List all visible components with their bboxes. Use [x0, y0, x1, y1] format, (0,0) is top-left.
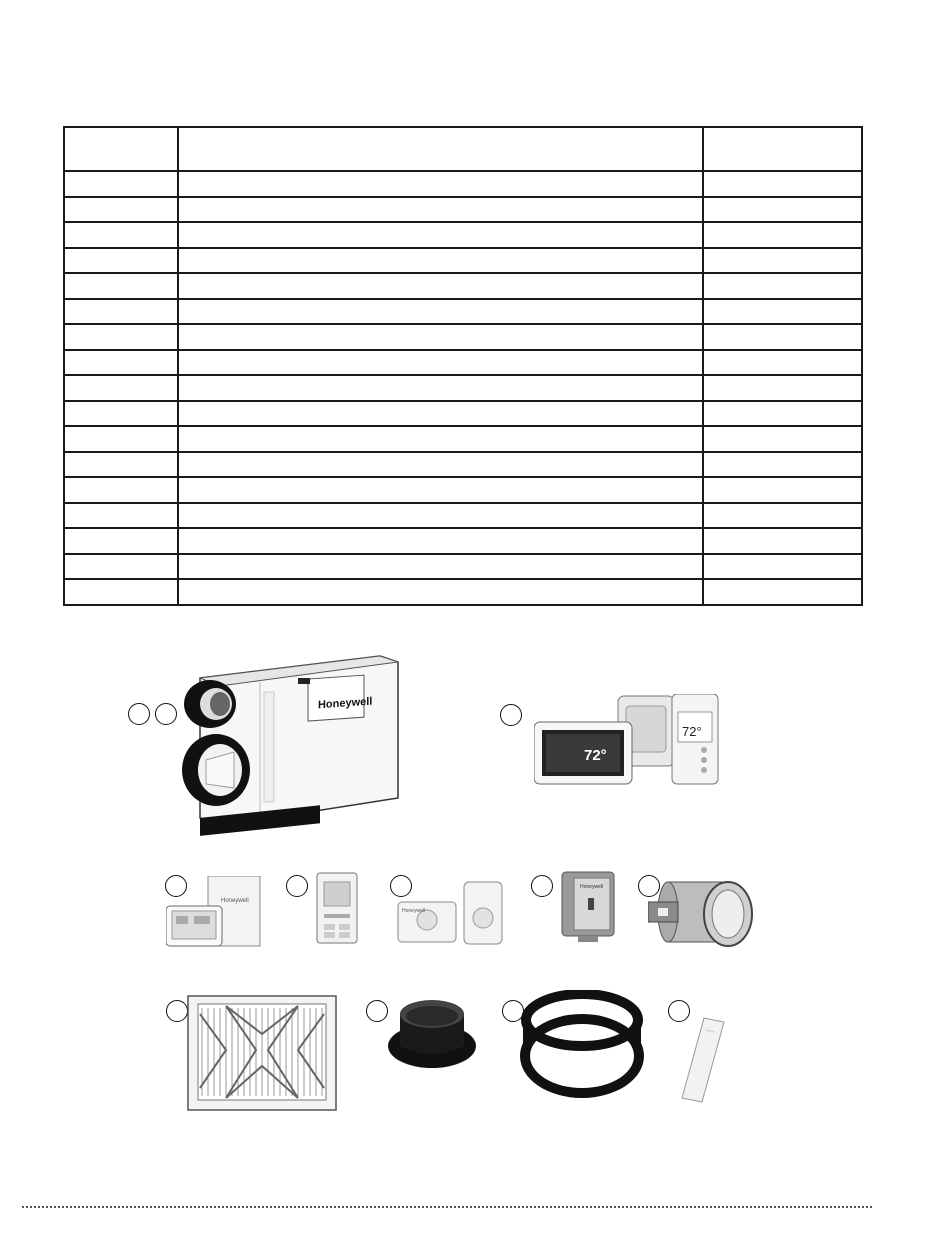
table-cell [178, 248, 703, 274]
table-cell [178, 197, 703, 223]
table-cell [703, 171, 862, 197]
table-cell [178, 503, 703, 529]
table-row [64, 426, 862, 452]
callout-circle [286, 875, 308, 897]
table-row [64, 299, 862, 325]
table-row [64, 222, 862, 248]
table-cell [64, 503, 178, 529]
dial-humidity-control-icon [396, 880, 504, 946]
table-row [64, 503, 862, 529]
table-cell [178, 579, 703, 605]
table-cell [64, 452, 178, 478]
table-cell [703, 426, 862, 452]
motorized-damper-icon [648, 876, 756, 950]
table-cell [64, 350, 178, 376]
table-cell [703, 222, 862, 248]
control-module-icon [558, 868, 618, 944]
table-row [64, 350, 862, 376]
table-cell [64, 579, 178, 605]
digital-humidity-control-icon [316, 872, 358, 944]
table-cell [703, 350, 862, 376]
air-filter-figure [186, 994, 338, 1112]
table-cell [178, 299, 703, 325]
table-cell [178, 528, 703, 554]
table-cell [64, 171, 178, 197]
table-cell [178, 350, 703, 376]
table-cell [178, 222, 703, 248]
table-row [64, 197, 862, 223]
table-cell [64, 273, 178, 299]
table-cell [703, 375, 862, 401]
table-cell [178, 426, 703, 452]
thermostat-kit-figure [534, 694, 720, 786]
header-cell [64, 127, 178, 171]
table-cell [178, 477, 703, 503]
table-cell [64, 426, 178, 452]
pleated-air-filter-icon [186, 994, 338, 1112]
table-cell [703, 503, 862, 529]
footer-dotted-rule [22, 1206, 872, 1208]
table-row [64, 171, 862, 197]
table-cell [703, 197, 862, 223]
table-cell [64, 222, 178, 248]
wireless-thermostat-kit-icon [534, 694, 720, 786]
callout-circle [500, 704, 522, 726]
drain-strip-figure [680, 1016, 728, 1104]
table-cell [703, 248, 862, 274]
table-cell [178, 171, 703, 197]
table-cell [64, 299, 178, 325]
callout-circle [531, 875, 553, 897]
table-cell [703, 579, 862, 605]
dehumidifier-figure [180, 648, 402, 844]
temp-readout: 72° [584, 747, 607, 764]
table-cell [703, 477, 862, 503]
table-row [64, 401, 862, 427]
table-row [64, 528, 862, 554]
table-row [64, 375, 862, 401]
table-cell [703, 324, 862, 350]
table-row [64, 452, 862, 478]
brand-logo: Honeywell [221, 898, 249, 904]
duct-ring-figure [518, 990, 646, 1102]
callout-circle [155, 703, 177, 725]
table-cell [703, 452, 862, 478]
temp-readout: 72° [682, 724, 702, 739]
control-module-figure [558, 868, 618, 944]
table-row [64, 554, 862, 580]
table-cell [703, 299, 862, 325]
table-row [64, 477, 862, 503]
table-row [64, 579, 862, 605]
touchscreen-thermostat-figure [166, 876, 262, 950]
table-cell [178, 324, 703, 350]
table-cell [703, 273, 862, 299]
dial-controls-figure [396, 880, 504, 946]
brand-logo: Honeywell [402, 908, 426, 914]
table-cell [178, 554, 703, 580]
table-row [64, 273, 862, 299]
table-header-row [64, 127, 862, 171]
table-cell [178, 452, 703, 478]
table-row [64, 324, 862, 350]
dehumidifier-unit-icon [180, 648, 402, 844]
table-cell [64, 554, 178, 580]
digital-control-figure [316, 872, 358, 944]
duct-collar-figure [386, 996, 478, 1070]
table-cell [178, 273, 703, 299]
table-cell [703, 554, 862, 580]
table-cell [64, 401, 178, 427]
callout-circle [366, 1000, 388, 1022]
brand-logo: Honeywell [580, 884, 604, 890]
header-cell [703, 127, 862, 171]
table-cell [64, 248, 178, 274]
table-cell [64, 375, 178, 401]
table-cell [64, 528, 178, 554]
table-cell [64, 477, 178, 503]
parts-table [63, 126, 863, 606]
callout-circle [166, 1000, 188, 1022]
duct-collar-icon [386, 996, 478, 1070]
duct-ring-icon [518, 990, 646, 1102]
table-cell [703, 528, 862, 554]
table-row [64, 248, 862, 274]
damper-figure [648, 876, 756, 950]
callout-circle [128, 703, 150, 725]
drain-strip-icon [680, 1016, 728, 1104]
table-cell [178, 375, 703, 401]
header-cell [178, 127, 703, 171]
table-cell [64, 324, 178, 350]
touchscreen-thermostat-icon [166, 876, 262, 950]
table-cell [703, 401, 862, 427]
table-cell [64, 197, 178, 223]
table-cell [178, 401, 703, 427]
brand-logo: Honeywell [318, 695, 373, 712]
